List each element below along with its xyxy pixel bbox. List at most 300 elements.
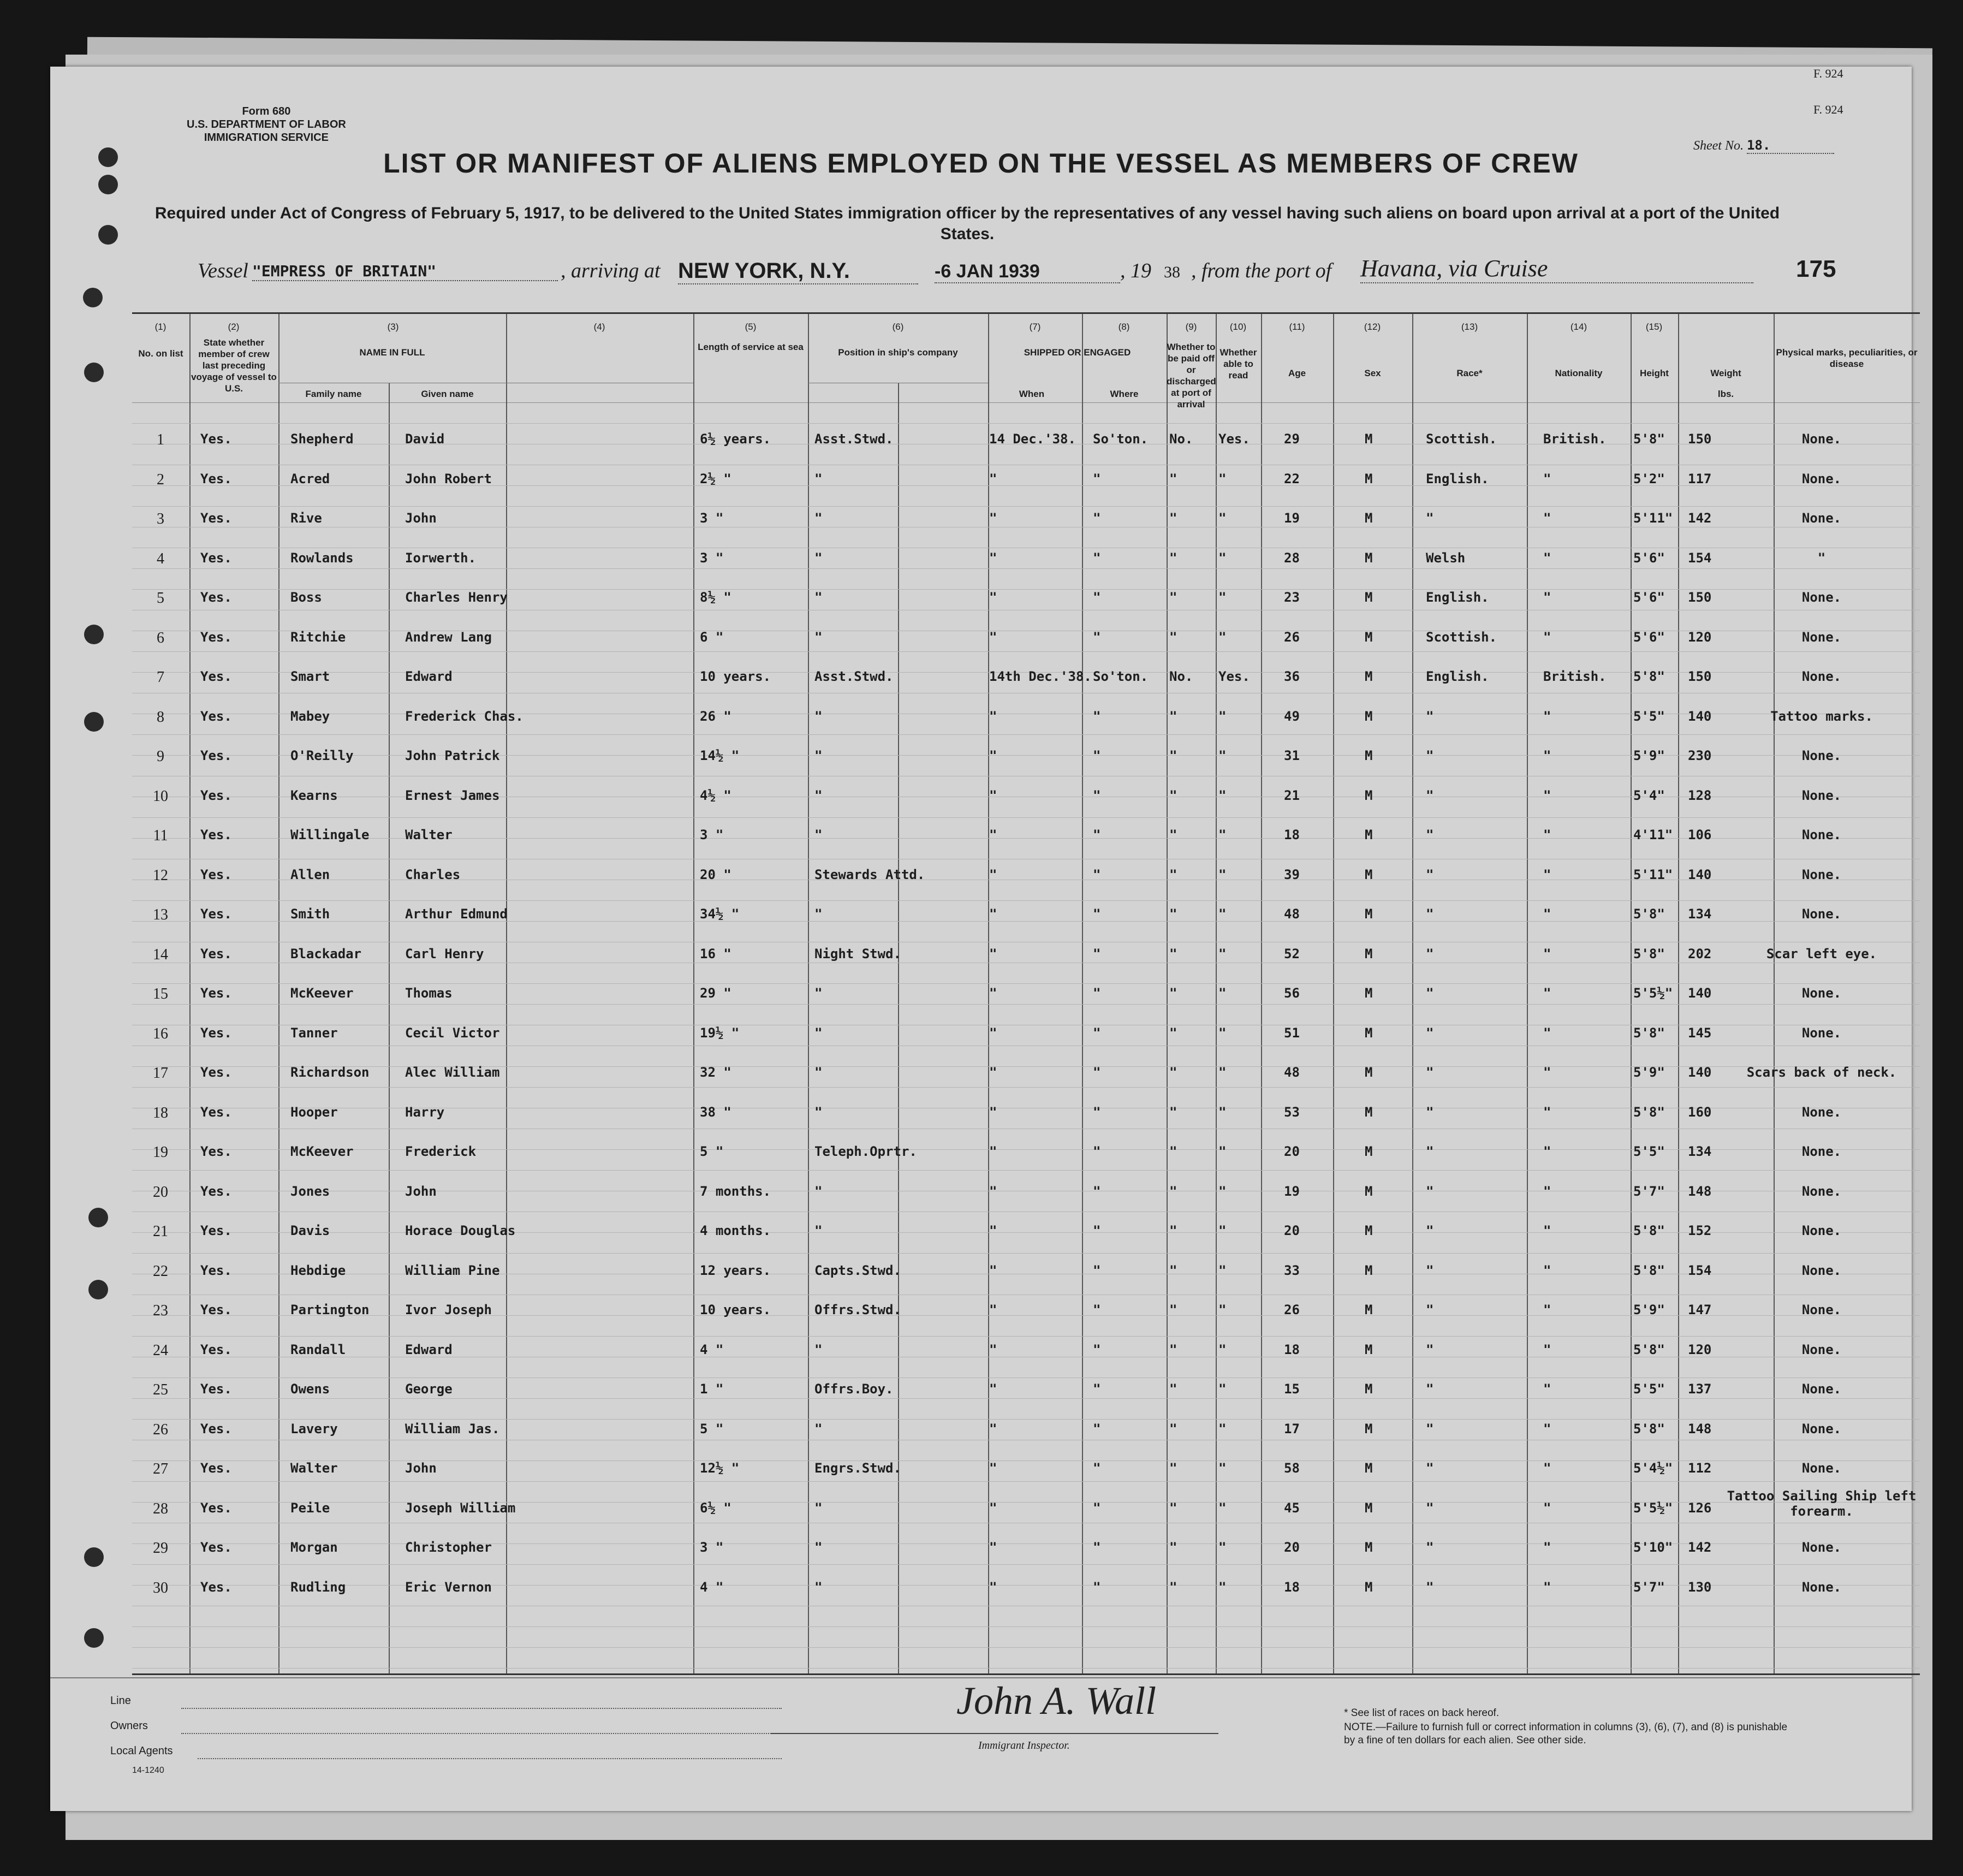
ship-position: "	[814, 629, 823, 645]
ruled-line	[132, 423, 1920, 424]
ship-position: "	[814, 1540, 823, 1555]
header-nationality: Nationality	[1555, 368, 1603, 378]
from-port: Havana, via Cruise	[1360, 254, 1753, 283]
sex: M	[1365, 787, 1373, 803]
nationality: British.	[1543, 431, 1607, 447]
given-name: Iorwerth.	[405, 550, 477, 566]
previous-voyage: Yes.	[200, 906, 232, 922]
ship-position: "	[814, 590, 823, 605]
race: "	[1426, 866, 1434, 882]
given-name: John	[405, 1183, 437, 1199]
age: 39	[1284, 866, 1300, 882]
weight: 150	[1688, 590, 1712, 605]
given-name: Harry	[405, 1104, 445, 1120]
sex: M	[1365, 946, 1373, 961]
race: "	[1426, 1065, 1434, 1080]
family-name: Hebdige	[290, 1262, 346, 1278]
race: Scottish.	[1426, 431, 1497, 447]
age: 36	[1284, 669, 1300, 684]
engaged-where: "	[1093, 906, 1101, 922]
race: "	[1426, 1183, 1434, 1199]
sex: M	[1365, 748, 1373, 763]
column-number: (14)	[1570, 322, 1587, 332]
given-name: John Robert	[405, 471, 492, 486]
row-number: 17	[153, 1065, 168, 1082]
family-name: Partington	[290, 1302, 370, 1317]
engaged-where: "	[1093, 1025, 1101, 1041]
nationality: "	[1543, 1500, 1551, 1516]
row-number: 24	[153, 1341, 168, 1359]
able-to-read: "	[1218, 1500, 1227, 1516]
able-to-read: "	[1218, 1065, 1227, 1080]
ruled-line	[132, 1626, 1920, 1627]
race: "	[1426, 1144, 1434, 1159]
row-number: 25	[153, 1381, 168, 1398]
engaged-where: "	[1093, 1540, 1101, 1555]
crew-row	[132, 1184, 1920, 1206]
family-name: Smith	[290, 906, 330, 922]
race: "	[1426, 1341, 1434, 1357]
weight: 154	[1688, 550, 1712, 566]
column-number: (10)	[1229, 322, 1247, 332]
length-of-service: 5 "	[700, 1144, 724, 1159]
ship-position: "	[814, 1341, 823, 1357]
height: 5'9"	[1633, 748, 1665, 763]
given-name: Alec William	[405, 1065, 500, 1080]
height: 5'7"	[1633, 1183, 1665, 1199]
engaged-when: "	[989, 1262, 997, 1278]
weight: 150	[1688, 431, 1712, 447]
row-number: 9	[157, 748, 164, 765]
ship-position: "	[814, 827, 823, 842]
row-number: 22	[153, 1262, 168, 1280]
nationality: "	[1543, 1104, 1551, 1120]
previous-voyage: Yes.	[200, 1421, 232, 1436]
nationality: British.	[1543, 669, 1607, 684]
sex: M	[1365, 866, 1373, 882]
engaged-when: "	[989, 1579, 997, 1595]
sex: M	[1365, 629, 1373, 645]
row-number: 8	[157, 708, 164, 726]
engaged-where: "	[1093, 1144, 1101, 1159]
previous-voyage: Yes.	[200, 866, 232, 882]
nationality: "	[1543, 906, 1551, 922]
age: 31	[1284, 748, 1300, 763]
weight: 145	[1688, 1025, 1712, 1041]
family-name: Shepherd	[290, 431, 354, 447]
owners-label: Owners	[110, 1720, 148, 1732]
sex: M	[1365, 986, 1373, 1001]
from-port-label: , from the port of	[1191, 259, 1332, 282]
engaged-when: "	[989, 986, 997, 1001]
family-name: Acred	[290, 471, 330, 486]
length-of-service: 5 "	[700, 1421, 724, 1436]
race: "	[1426, 1025, 1434, 1041]
weight: 128	[1688, 787, 1712, 803]
ruled-line	[132, 983, 1920, 984]
line-label: Line	[110, 1695, 131, 1707]
family-name: Blackadar	[290, 946, 362, 961]
family-name: Smart	[290, 669, 330, 684]
physical-marks: None.	[1801, 1104, 1842, 1120]
age: 51	[1284, 1025, 1300, 1041]
previous-voyage: Yes.	[200, 1341, 232, 1357]
row-number: 27	[153, 1461, 168, 1477]
paid-off: "	[1169, 1461, 1177, 1476]
ruled-line	[132, 817, 1920, 818]
row-number: 19	[153, 1144, 168, 1161]
able-to-read: "	[1218, 471, 1227, 486]
ruled-line	[132, 1668, 1920, 1669]
race: "	[1426, 1579, 1434, 1595]
row-number: 12	[153, 866, 168, 884]
height: 5'10"	[1633, 1540, 1673, 1555]
header-weight: Weight	[1710, 368, 1741, 378]
sex: M	[1365, 1302, 1373, 1317]
height: 5'5½"	[1633, 1500, 1673, 1516]
row-number: 2	[157, 471, 164, 488]
length-of-service: 3 "	[700, 1540, 724, 1555]
able-to-read: "	[1218, 1223, 1227, 1238]
service-name: IMMIGRATION SERVICE	[204, 132, 329, 144]
binder-hole	[84, 625, 104, 644]
height: 5'6"	[1633, 629, 1665, 645]
crew-row	[132, 906, 1920, 928]
given-name: Joseph William	[405, 1500, 516, 1516]
given-name: David	[405, 431, 445, 447]
header-shipped: SHIPPED OR ENGAGED	[1024, 347, 1131, 358]
family-name: Allen	[290, 866, 330, 882]
given-name: John	[405, 510, 437, 526]
height: 5'2"	[1633, 471, 1665, 486]
able-to-read: "	[1218, 946, 1227, 961]
able-to-read: "	[1218, 787, 1227, 803]
height: 5'8"	[1633, 1223, 1665, 1238]
paid-off: "	[1169, 1500, 1177, 1516]
paid-off: "	[1169, 629, 1177, 645]
family-name: McKeever	[290, 1144, 354, 1159]
ruled-line	[132, 651, 1920, 652]
ship-position: Asst.Stwd.	[814, 431, 894, 447]
header-paid-off: Whether to be paid off or discharged at port of arrival	[1167, 342, 1216, 409]
given-name: Eric Vernon	[405, 1579, 492, 1595]
race: "	[1426, 1104, 1434, 1120]
age: 18	[1284, 1579, 1300, 1595]
engaged-where: So'ton.	[1093, 431, 1149, 447]
ruled-line	[132, 1419, 1920, 1420]
header-able-read: Whether able to read	[1220, 347, 1257, 381]
physical-marks: None.	[1801, 1461, 1842, 1476]
sex: M	[1365, 669, 1373, 684]
header-divider	[132, 402, 1920, 403]
length-of-service: 32 "	[700, 1065, 731, 1080]
row-number: 21	[153, 1223, 168, 1240]
ruled-line	[132, 1253, 1920, 1254]
ruled-line	[132, 1170, 1920, 1171]
inspector-label: Immigrant Inspector.	[978, 1740, 1070, 1752]
sex: M	[1365, 1262, 1373, 1278]
engaged-when: 14 Dec.'38.	[989, 431, 1076, 447]
physical-marks: None.	[1801, 1540, 1842, 1555]
weight: 148	[1688, 1183, 1712, 1199]
physical-marks: None.	[1801, 1025, 1842, 1041]
length-of-service: 3 "	[700, 827, 724, 842]
ship-position: Stewards Attd.	[814, 866, 925, 882]
manifest-page	[50, 67, 1918, 1811]
nationality: "	[1543, 986, 1551, 1001]
age: 48	[1284, 1065, 1300, 1080]
previous-voyage: Yes.	[200, 1144, 232, 1159]
height: 5'6"	[1633, 550, 1665, 566]
owners-field	[181, 1733, 782, 1734]
crew-row	[132, 1461, 1920, 1482]
engaged-where: "	[1093, 1065, 1101, 1080]
engaged-when: "	[989, 1341, 997, 1357]
form-code-second: F. 924	[1813, 103, 1843, 116]
race: "	[1426, 1540, 1434, 1555]
previous-voyage: Yes.	[200, 590, 232, 605]
header-state-whether: State whether member of crew last preceding voyage of vessel to U.S.	[191, 337, 277, 394]
previous-voyage: Yes.	[200, 708, 232, 724]
physical-marks: None.	[1801, 471, 1842, 486]
family-name: Boss	[290, 590, 322, 605]
column-number: (15)	[1645, 322, 1663, 332]
physical-marks: None.	[1801, 866, 1842, 882]
given-name: Andrew Lang	[405, 629, 492, 645]
ship-position: "	[814, 1421, 823, 1436]
crew-row	[132, 669, 1920, 691]
able-to-read: Yes.	[1218, 669, 1250, 684]
age: 45	[1284, 1500, 1300, 1516]
date-stamp: -6 JAN 1939	[935, 261, 1120, 283]
nationality: "	[1543, 1223, 1551, 1238]
engaged-where: "	[1093, 708, 1101, 724]
able-to-read: "	[1218, 590, 1227, 605]
crew-row	[132, 788, 1920, 810]
nationality: "	[1543, 510, 1551, 526]
engaged-when: "	[989, 471, 997, 486]
column-number: (7)	[1029, 322, 1041, 332]
height: 5'4½"	[1633, 1461, 1673, 1476]
age: 17	[1284, 1421, 1300, 1436]
height: 5'8"	[1633, 1262, 1665, 1278]
row-number: 28	[153, 1500, 168, 1517]
row-number: 6	[157, 629, 164, 646]
paid-off: "	[1169, 1381, 1177, 1397]
length-of-service: 8½ "	[700, 590, 731, 605]
length-of-service: 4 "	[700, 1579, 724, 1595]
height: 5'8"	[1633, 1104, 1665, 1120]
family-name: Rive	[290, 510, 322, 526]
able-to-read: "	[1218, 1183, 1227, 1199]
sex: M	[1365, 1025, 1373, 1041]
engaged-when: "	[989, 550, 997, 566]
height: 5'9"	[1633, 1065, 1665, 1080]
nationality: "	[1543, 1183, 1551, 1199]
engaged-where: "	[1093, 866, 1101, 882]
engaged-when: "	[989, 1104, 997, 1120]
weight: 134	[1688, 906, 1712, 922]
column-number: (13)	[1461, 322, 1478, 332]
length-of-service: 10 years.	[700, 669, 771, 684]
previous-voyage: Yes.	[200, 1183, 232, 1199]
able-to-read: "	[1218, 1262, 1227, 1278]
age: 26	[1284, 1302, 1300, 1317]
engaged-when: "	[989, 946, 997, 961]
given-name: Christopher	[405, 1540, 492, 1555]
local-agents-label: Local Agents	[110, 1745, 173, 1757]
physical-marks: Scars back of neck.	[1746, 1065, 1897, 1080]
age: 58	[1284, 1461, 1300, 1476]
engaged-when: "	[989, 1461, 997, 1476]
engaged-where: "	[1093, 1381, 1101, 1397]
row-number: 20	[153, 1183, 168, 1201]
age: 22	[1284, 471, 1300, 486]
form-number: Form 680	[242, 105, 291, 117]
given-name: Edward	[405, 669, 453, 684]
ruled-line	[132, 734, 1920, 735]
paid-off: "	[1169, 748, 1177, 763]
given-name: John	[405, 1461, 437, 1476]
header-where: Where	[1110, 389, 1139, 399]
nationality: "	[1543, 748, 1551, 763]
nationality: "	[1543, 866, 1551, 882]
paid-off: "	[1169, 1223, 1177, 1238]
sex: M	[1365, 590, 1373, 605]
races-note: * See list of races on back hereof.	[1344, 1707, 1500, 1719]
age: 20	[1284, 1144, 1300, 1159]
age: 23	[1284, 590, 1300, 605]
nationality: "	[1543, 1025, 1551, 1041]
physical-marks: None.	[1801, 1144, 1842, 1159]
nationality: "	[1543, 1302, 1551, 1317]
column-number: (4)	[593, 322, 605, 332]
able-to-read: "	[1218, 1421, 1227, 1436]
family-name: Owens	[290, 1381, 330, 1397]
nationality: "	[1543, 708, 1551, 724]
physical-marks: "	[1817, 550, 1826, 566]
physical-marks: None.	[1801, 431, 1842, 447]
paid-off: "	[1169, 1183, 1177, 1199]
sex: M	[1365, 1421, 1373, 1436]
family-name: Kearns	[290, 787, 338, 803]
header-physical: Physical marks, peculiarities, or disease	[1776, 347, 1918, 369]
weight: 137	[1688, 1381, 1712, 1397]
ship-position: Offrs.Stwd.	[814, 1302, 901, 1317]
age: 18	[1284, 827, 1300, 842]
height: 5'5"	[1633, 1381, 1665, 1397]
sex: M	[1365, 827, 1373, 842]
nationality: "	[1543, 1421, 1551, 1436]
engaged-where: "	[1093, 1302, 1101, 1317]
able-to-read: "	[1218, 906, 1227, 922]
given-name: Cecil Victor	[405, 1025, 500, 1041]
department-name: U.S. DEPARTMENT OF LABOR	[187, 118, 346, 130]
row-number: 15	[153, 986, 168, 1002]
engaged-when: "	[989, 787, 997, 803]
race: "	[1426, 1421, 1434, 1436]
ship-position: "	[814, 708, 823, 724]
form-code-top: F. 924	[1813, 67, 1843, 80]
engaged-where: "	[1093, 787, 1101, 803]
height: 5'8"	[1633, 431, 1665, 447]
race: Scottish.	[1426, 629, 1497, 645]
ruled-line	[132, 1647, 1920, 1648]
family-name: Peile	[290, 1500, 330, 1516]
race: "	[1426, 708, 1434, 724]
length-of-service: 19½ "	[700, 1025, 740, 1041]
column-number: (5)	[745, 322, 757, 332]
weight: 148	[1688, 1421, 1712, 1436]
header-length-service: Length of service at sea	[698, 342, 804, 352]
engaged-where: "	[1093, 590, 1101, 605]
race: "	[1426, 1461, 1434, 1476]
physical-marks: Tattoo Sailing Ship left forearm.	[1727, 1488, 1917, 1519]
weight: 117	[1688, 471, 1712, 486]
race: "	[1426, 906, 1434, 922]
given-name: Charles Henry	[405, 590, 508, 605]
length-of-service: 16 "	[700, 946, 731, 961]
binder-hole	[84, 1628, 104, 1648]
engaged-when: "	[989, 1025, 997, 1041]
engaged-where: "	[1093, 629, 1101, 645]
height: 4'11"	[1633, 827, 1673, 842]
nationality: "	[1543, 471, 1551, 486]
sex: M	[1365, 1341, 1373, 1357]
able-to-read: "	[1218, 1144, 1227, 1159]
length-of-service: 14½ "	[700, 748, 740, 763]
nationality: "	[1543, 1262, 1551, 1278]
physical-marks: None.	[1801, 1579, 1842, 1595]
previous-voyage: Yes.	[200, 1461, 232, 1476]
header-sex: Sex	[1364, 368, 1381, 378]
ship-position: Asst.Stwd.	[814, 669, 894, 684]
family-name: Morgan	[290, 1540, 338, 1555]
weight: 106	[1688, 827, 1712, 842]
engaged-where: "	[1093, 1579, 1101, 1595]
ship-position: "	[814, 1104, 823, 1120]
given-name: Carl Henry	[405, 946, 484, 961]
family-name: Hooper	[290, 1104, 338, 1120]
weight: 230	[1688, 748, 1712, 763]
family-name: O'Reilly	[290, 748, 354, 763]
crew-row	[132, 748, 1920, 770]
column-number: (3)	[387, 322, 399, 332]
physical-marks: Tattoo marks.	[1770, 708, 1873, 724]
age: 29	[1284, 431, 1300, 447]
crew-row	[132, 431, 1920, 453]
ship-position: "	[814, 471, 823, 486]
paid-off: "	[1169, 787, 1177, 803]
given-name: John Patrick	[405, 748, 500, 763]
length-of-service: 10 years.	[700, 1302, 771, 1317]
year-label: , 19	[1120, 259, 1151, 282]
height: 5'7"	[1633, 1579, 1665, 1595]
race: "	[1426, 1223, 1434, 1238]
able-to-read: Yes.	[1218, 431, 1250, 447]
header-family-name: Family name	[305, 389, 362, 399]
sex: M	[1365, 1381, 1373, 1397]
vessel-name: "EMPRESS OF BRITAIN"	[252, 262, 558, 281]
previous-voyage: Yes.	[200, 471, 232, 486]
given-name: George	[405, 1381, 453, 1397]
engaged-when: "	[989, 906, 997, 922]
row-number: 13	[153, 906, 168, 923]
sheet-label: Sheet No.	[1693, 139, 1744, 153]
height: 5'8"	[1633, 1341, 1665, 1357]
family-name: McKeever	[290, 986, 354, 1001]
ruled-line	[132, 900, 1920, 901]
